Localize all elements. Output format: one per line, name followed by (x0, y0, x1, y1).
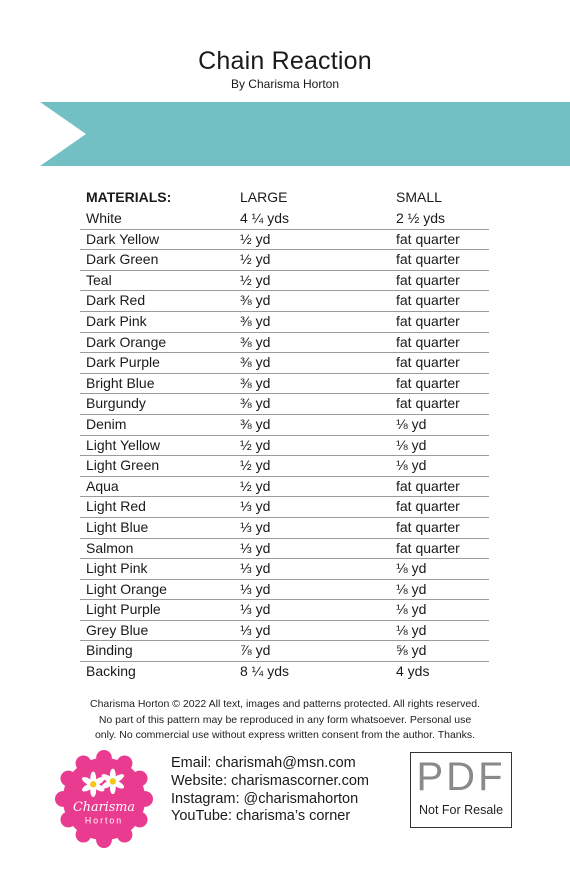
material-small-qty: fat quarter (390, 394, 489, 415)
material-name: Light Purple (80, 600, 236, 621)
material-large-qty: ½ yd (236, 250, 390, 271)
material-large-qty: ⅜ yd (236, 414, 390, 435)
pdf-label: PDF (416, 755, 506, 799)
material-row (80, 414, 489, 435)
material-small-qty: fat quarter (390, 311, 489, 332)
material-row (80, 600, 489, 621)
material-row (80, 270, 489, 291)
material-name: Salmon (80, 538, 236, 559)
material-row (80, 579, 489, 600)
material-large-qty: ½ yd (236, 476, 390, 497)
material-small-qty: ⅛ yd (390, 620, 489, 641)
material-small-qty: fat quarter (390, 332, 489, 353)
material-name: Teal (80, 270, 236, 291)
material-large-qty: 8 ¼ yds (240, 663, 290, 680)
material-row (80, 517, 489, 538)
material-large-qty: ⅓ yd (236, 497, 390, 518)
material-large-qty: ½ yd (236, 456, 390, 477)
material-row (80, 497, 489, 518)
material-name: Grey Blue (80, 620, 236, 641)
material-small-qty: fat quarter (390, 476, 489, 497)
material-name: Light Blue (80, 517, 236, 538)
material-row (80, 476, 489, 497)
material-name: Bright Blue (80, 373, 236, 394)
column-header-small: SMALL (396, 189, 442, 205)
material-row (80, 209, 489, 229)
material-large-qty: ½ yd (236, 270, 390, 291)
material-name: Dark Orange (80, 332, 236, 353)
material-row (80, 373, 489, 394)
copyright-line: only. No commercial use without express written consent from the author. Thanks. (94, 729, 476, 741)
materials-heading: MATERIALS: (86, 189, 172, 205)
material-small-qty: 4 yds (396, 663, 430, 680)
material-row (80, 353, 489, 374)
material-row (80, 620, 489, 641)
material-large-qty: ⅓ yd (236, 517, 390, 538)
material-large-qty: ⅜ yd (236, 394, 390, 415)
material-row (80, 291, 489, 312)
material-name: Light Orange (80, 579, 236, 600)
material-large-qty: ⅜ yd (236, 311, 390, 332)
material-small-qty: ⅛ yd (390, 456, 489, 477)
material-row (80, 456, 489, 477)
logo-surname: Horton (84, 815, 124, 826)
material-large-qty: 4 ¼ yds (236, 209, 390, 229)
material-small-qty: fat quarter (390, 373, 489, 394)
material-row (80, 538, 489, 559)
material-small-qty: fat quarter (390, 538, 489, 559)
material-small-qty: 2 ½ yds (390, 209, 489, 229)
material-name: White (80, 209, 236, 229)
material-small-qty: fat quarter (390, 497, 489, 518)
pdf-not-for-resale-badge (410, 752, 512, 828)
material-large-qty: ⅓ yd (236, 579, 390, 600)
material-row (80, 311, 489, 332)
materials-table-body (80, 185, 489, 682)
contact-youtube[interactable]: YouTube: charisma’s corner (171, 808, 351, 825)
material-small-qty: ⅝ yd (390, 641, 489, 662)
material-name: Backing (86, 663, 136, 680)
banner-shape (40, 102, 570, 166)
copyright-line: Charisma Horton © 2022 All text, images and patterns protected. All rights reserved. (89, 698, 480, 710)
author-byline: By Charisma Horton (230, 77, 340, 91)
material-row (80, 394, 489, 415)
material-name: Light Yellow (80, 435, 236, 456)
material-small-qty: fat quarter (390, 517, 489, 538)
material-large-qty: ⅜ yd (236, 332, 390, 353)
material-name: Dark Pink (80, 311, 236, 332)
material-large-qty: ½ yd (236, 229, 390, 250)
materials-table (80, 185, 489, 682)
material-large-qty: ⅜ yd (236, 353, 390, 374)
material-small-qty: ⅛ yd (390, 414, 489, 435)
not-for-resale-label: Not For Resale (418, 803, 504, 817)
materials-header-row (80, 185, 489, 209)
material-large-qty: ⅜ yd (236, 291, 390, 312)
material-row (80, 559, 489, 580)
material-name: Dark Red (80, 291, 236, 312)
material-row (80, 332, 489, 353)
material-name: Denim (80, 414, 236, 435)
material-large-qty: ⅓ yd (236, 559, 390, 580)
material-small-qty: ⅛ yd (390, 435, 489, 456)
material-row (80, 250, 489, 271)
material-small-qty: ⅛ yd (390, 559, 489, 580)
logo-name: Charisma (73, 799, 135, 815)
page-title: Chain Reaction (198, 47, 372, 75)
material-row (80, 435, 489, 456)
material-name: Aqua (80, 476, 236, 497)
material-name: Burgundy (80, 394, 236, 415)
charisma-horton-logo (55, 750, 153, 848)
material-name: Dark Green (80, 250, 236, 271)
material-row (80, 662, 489, 682)
material-large-qty: ½ yd (236, 435, 390, 456)
material-large-qty: ⅓ yd (236, 620, 390, 641)
material-large-qty: ⅞ yd (236, 641, 390, 662)
contact-info (171, 755, 369, 826)
material-small-qty: fat quarter (390, 291, 489, 312)
material-small-qty: fat quarter (390, 229, 489, 250)
material-name: Light Green (80, 456, 236, 477)
material-large-qty: ⅜ yd (236, 373, 390, 394)
column-header-large: LARGE (240, 189, 288, 205)
material-name: Light Pink (80, 559, 236, 580)
contact-website[interactable]: Website: charismascorner.com (171, 772, 369, 789)
material-name: Dark Yellow (80, 229, 236, 250)
material-small-qty: fat quarter (390, 353, 489, 374)
material-large-qty: ⅓ yd (236, 538, 390, 559)
material-large-qty: ⅓ yd (236, 600, 390, 621)
copyright-line: No part of this pattern may be reproduced in any form whatsoever. Personal use (98, 713, 472, 726)
material-name: Light Red (80, 497, 236, 518)
material-small-qty: fat quarter (390, 270, 489, 291)
contact-instagram[interactable]: Instagram: @charismahorton (171, 790, 359, 807)
material-small-qty: ⅛ yd (390, 600, 489, 621)
material-row (80, 641, 489, 662)
teal-banner-ribbon (40, 102, 570, 166)
material-small-qty: fat quarter (390, 250, 489, 271)
material-small-qty: ⅛ yd (390, 579, 489, 600)
material-name: Binding (80, 641, 236, 662)
material-name: Dark Purple (80, 353, 236, 374)
material-row (80, 229, 489, 250)
contact-email[interactable]: Email: charismah@msn.com (171, 755, 356, 771)
copyright-notice (60, 697, 510, 744)
